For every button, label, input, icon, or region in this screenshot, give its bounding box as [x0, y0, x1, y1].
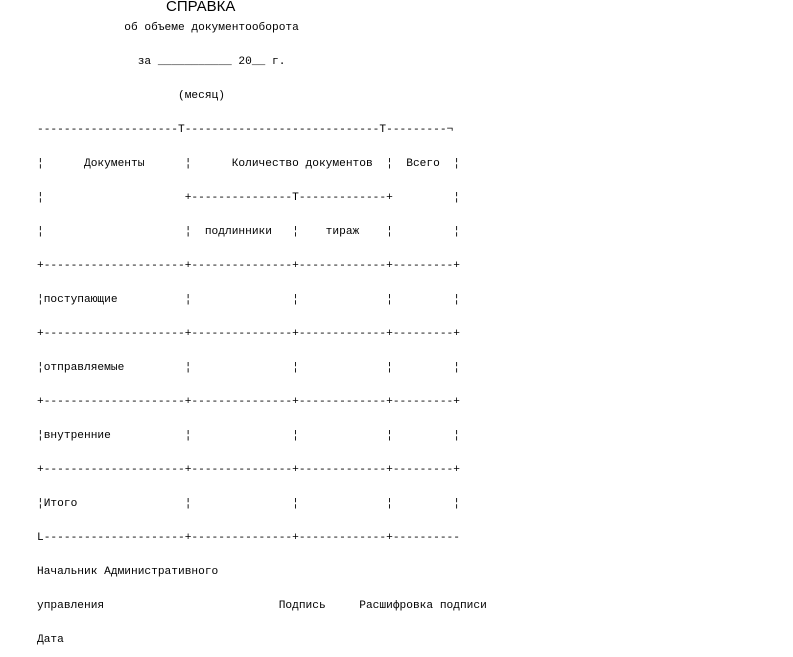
signature-line: управления Подпись Расшифровка подписи: [37, 600, 487, 612]
table-header-row: ¦ Документы ¦ Количество документов ¦ Всего ¦: [37, 158, 460, 170]
document-title: СПРАВКА: [166, 0, 236, 15]
period-line: за ___________ 20__ г.: [37, 56, 286, 68]
table-row: ¦отправляемые ¦ ¦ ¦ ¦: [37, 362, 460, 374]
month-caption-line: (месяц): [37, 90, 225, 102]
table-header-divider: ¦ +---------------T-------------+ ¦: [37, 192, 460, 204]
table-row-divider: +---------------------+---------------+-------------+---------+: [37, 260, 460, 272]
table-row: ¦внутренние ¦ ¦ ¦ ¦: [37, 430, 460, 442]
table-row-divider: +---------------------+---------------+-------------+---------+: [37, 396, 460, 408]
table-subheader-row: ¦ ¦ подлинники ¦ тираж ¦ ¦: [37, 226, 460, 238]
signatory-position-line: Начальник Административного: [37, 566, 219, 578]
date-line: Дата: [37, 634, 64, 646]
table-top-border: ---------------------T-----------------------------T---------¬: [37, 124, 454, 136]
table-bottom-border: L---------------------+---------------+-------------+----------: [37, 532, 460, 544]
subtitle-line: об объеме документооборота: [37, 22, 299, 34]
table-row: ¦поступающие ¦ ¦ ¦ ¦: [37, 294, 460, 306]
table-row-divider: +---------------------+---------------+-------------+---------+: [37, 328, 460, 340]
table-row-divider: +---------------------+---------------+-------------+---------+: [37, 464, 460, 476]
document-body: [37, 11, 487, 657]
table-total-row: ¦Итого ¦ ¦ ¦ ¦: [37, 498, 460, 510]
